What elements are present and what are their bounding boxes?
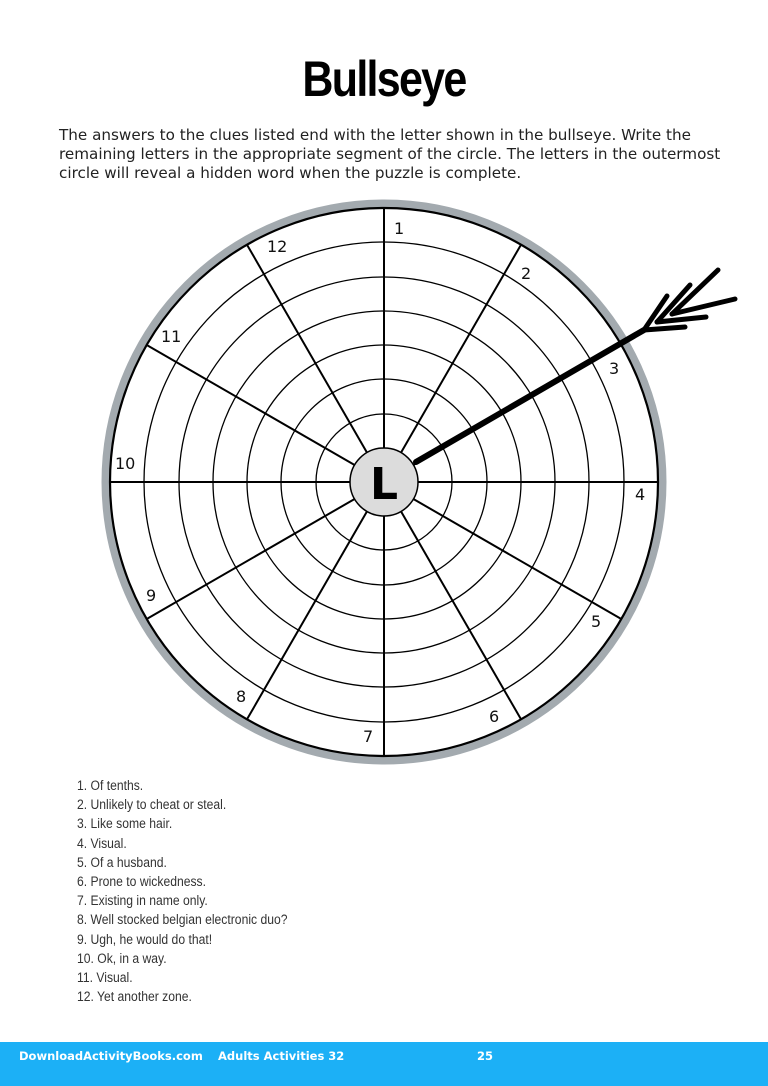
- clue-item: 5. Of a husband.: [77, 854, 167, 870]
- clue-item: 12. Yet another zone.: [77, 989, 192, 1005]
- clue-item: 10. Ok, in a way.: [77, 950, 167, 966]
- clue-item: 7. Existing in name only.: [77, 893, 208, 909]
- clue-item: 11. Visual.: [77, 969, 133, 985]
- center-letter: L: [369, 459, 399, 510]
- footer-site-link[interactable]: DownloadActivityBooks.com: [19, 1049, 203, 1063]
- segment-label-3: 3: [609, 359, 620, 378]
- segment-label-2: 2: [521, 264, 532, 283]
- footer-page-number: 25: [477, 1049, 494, 1063]
- segment-label-6: 6: [489, 707, 500, 726]
- segment-label-11: 11: [161, 327, 182, 346]
- clue-item: 2. Unlikely to cheat or steal.: [77, 797, 227, 813]
- clue-item: 1. Of tenths.: [77, 778, 144, 793]
- clue-item: 9. Ugh, he would do that!: [77, 931, 213, 947]
- segment-label-9: 9: [146, 586, 157, 605]
- segment-label-4: 4: [635, 485, 646, 504]
- segment-label-5: 5: [591, 612, 602, 631]
- segment-label-10: 10: [115, 454, 136, 473]
- clue-item: 4. Visual.: [77, 835, 127, 851]
- clue-item: 8. Well stocked belgian electronic duo?: [77, 912, 288, 928]
- segment-label-8: 8: [236, 687, 247, 706]
- segment-label-7: 7: [363, 727, 374, 746]
- page-footer: [0, 1042, 768, 1086]
- footer-book-title: Adults Activities 32: [218, 1049, 345, 1063]
- instructions-text: The answers to the clues listed end with the letter shown in the bullseye. Write the remaining letters in the appropriate segment of the circle. The letters in the outermost circle will reveal a hidden word when the puzzle is complete.: [59, 126, 721, 182]
- clue-item: 3. Like some hair.: [77, 816, 173, 832]
- segment-label-12: 12: [267, 237, 288, 256]
- clue-list: [77, 776, 288, 1006]
- page-title: Bullseye: [302, 51, 466, 107]
- clue-item: 6. Prone to wickedness.: [77, 873, 206, 889]
- segment-label-1: 1: [394, 219, 405, 238]
